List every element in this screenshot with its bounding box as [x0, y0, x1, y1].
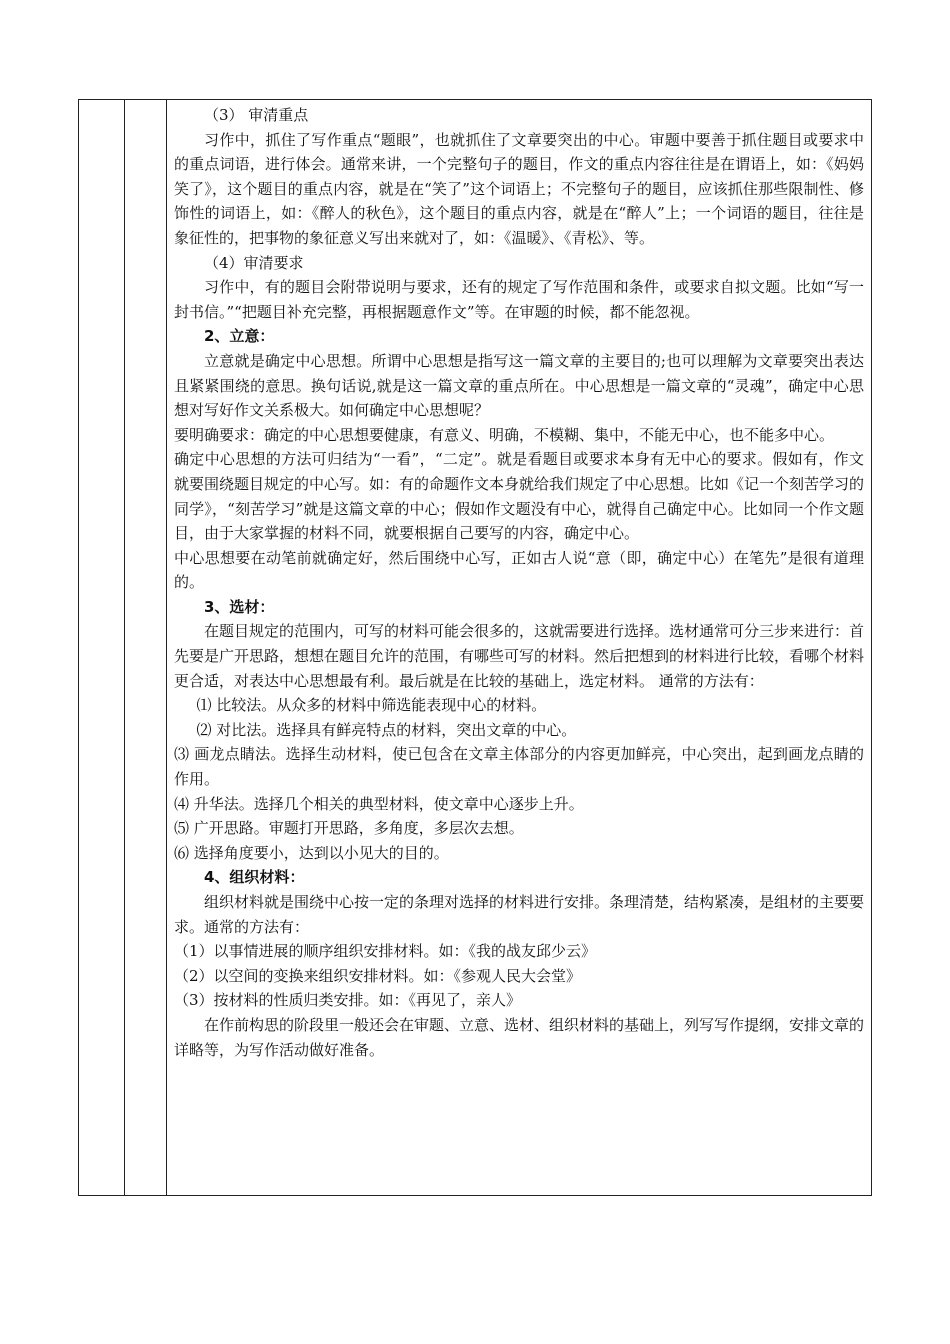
- column-divider-2: [166, 100, 167, 1195]
- paragraph: 在题目规定的范围内，可写的材料可能会很多的，这就需要进行选择。选材通常可分三步来进行：首先要是广开思路，想想在题目允许的范围，有哪些可写的材料。然后把想到的材料进行比较，看哪个材料更合适，对表达中心思想最有利。最后就是在比较的基础上，选定材料。 通常的方法有：: [174, 622, 865, 690]
- paragraph: 在作前构思的阶段里一般还会在审题、立意、选材、组织材料的基础上，列写写作提纲，安排文章的详略等，为写作活动做好准备。: [174, 1015, 865, 1059]
- list-item: ⑵ 对比法。选择具有鲜亮特点的材料，突出文章的中心。: [196, 720, 577, 739]
- paragraph: 组织材料就是围绕中心按一定的条理对选择的材料进行安排。条理清楚，结构紧凑，是组材的主要要求。通常的方法有：: [174, 893, 865, 936]
- paragraph: 习作中，抓住了写作重点“题眼”，也就抓住了文章要突出的中心。审题中要善于抓住题目或要求中的重点词语，进行体会。通常来讲，一个完整句子的题目，作文的重点内容往往是在谓语上，如：《妈妈笑了》，这个题目的重点内容，就是在“笑了”这个词语上；不完整句子的题目，应该抓住那些限制性、修饰性的词语上，如：《醉人的秋色》，这个题目的重点内容，就是在“醉人”上；一个词语的题目，往往是象征性的，把事物的象征意义写出来就对了，如：《温暖》、《青松》、等。: [174, 130, 864, 247]
- paragraph: 确定中心思想的方法可归结为“一看”，“二定”。就是看题目或要求本身有无中心的要求。假如有，作文就要围绕题目规定的中心写。如：有的命题作文本身就给我们规定了中心思想。比如《记一个刻苦学习的同学》，“刻苦学习”就是这篇文章的中心；假如作文题没有中心，就得自己确定中心。比如同一个作文题目，由于大家掌握的材料不同，就要根据自己要写的内容，确定中心。: [174, 450, 865, 543]
- paragraph: 习作中，有的题目会附带说明与要求，还有的规定了写作范围和条件，或要求自拟文题。比如“写一封书信。”“把题目补充完整，再根据题意作文”等。在审题的时候，都不能忽视。: [174, 278, 864, 321]
- paragraph: 要明确要求：确定的中心思想要健康，有意义、明确，不模糊、集中，不能无中心，也不能多中心。: [174, 425, 835, 444]
- section-heading-material: 3、选材：: [204, 597, 275, 616]
- list-item: （1）以事情进展的顺序组织安排材料。如：《我的战友邱少云》: [174, 942, 597, 961]
- paragraph: 立意就是确定中心思想。所谓中心思想是指写这一篇文章的主要目的;也可以理解为文章要突出表达且紧紧围绕的意思。换句话说,就是这一篇文章的重点所在。中心思想是一篇文章的“灵魂”，确定中心思想对写好作文关系极大。如何确定中心思想呢？: [174, 351, 864, 420]
- list-item: （3）按材料的性质归类安排。如：《再见了，亲人》: [174, 991, 522, 1010]
- paragraph: 中心思想要在动笔前就确定好，然后围绕中心写，正如古人说“意（即，确定中心）在笔先”是很有道理的。: [174, 548, 864, 592]
- lesson-table: [78, 99, 872, 1196]
- list-item: ⑷ 升华法。选择几个相关的典型材料，使文章中心逐步上升。: [174, 794, 584, 813]
- section-heading-organize: 4、组织材料：: [204, 868, 305, 887]
- list-item: ⑹ 选择角度要小，达到以小见大的目的。: [174, 843, 449, 862]
- content-cell: [174, 103, 864, 1062]
- section-heading-theme: 2、立意：: [204, 327, 275, 346]
- list-item: （2）以空间的变换来组织安排材料。如：《参观人民大会堂》: [174, 966, 582, 985]
- column-divider-1: [124, 100, 125, 1195]
- subheading-focus: （3） 审清重点: [204, 106, 309, 124]
- subheading-requirements: （4）审清要求: [204, 253, 304, 272]
- list-item: ⑶ 画龙点睛法。选择生动材料，使已包含在文章主体部分的内容更加鲜亮，中心突出，起到画龙点睛的作用。: [174, 745, 864, 789]
- list-item: ⑴ 比较法。从众多的材料中筛选能表现中心的材料。: [196, 696, 547, 715]
- list-item: ⑸ 广开思路。审题打开思路，多角度，多层次去想。: [174, 819, 524, 838]
